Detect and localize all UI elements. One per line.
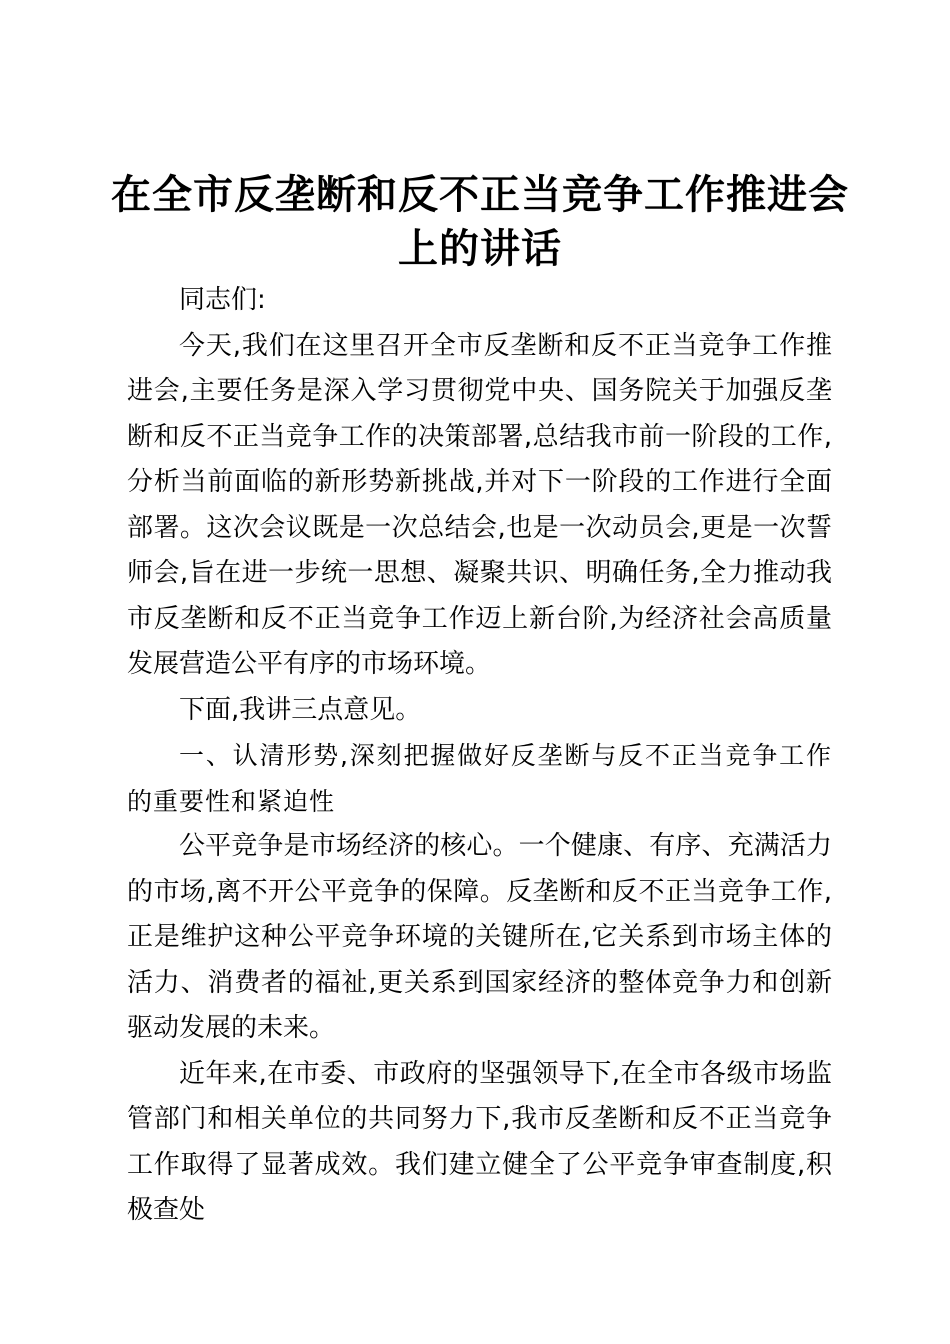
paragraph-opening: 今天,我们在这里召开全市反垄断和反不正当竞争工作推进会,主要任务是深入学习贯彻党中央、国务院关于加强反垄断和反不正当竞争工作的决策部署,总结我市前一阶段的工作,分析当前面临的新形势新挑战,并对下一阶段的工作进行全面部署。这次会议既是一次总结会,也是一次动员会,更是一次誓师会,旨在进一步统一思想、凝聚共识、明确任务,全力推动我市反垄断和反不正当竞争工作迈上新台阶,为经济社会高质量发展营造公平有序的市场环境。 <box>127 330 832 679</box>
document-body <box>127 278 832 1234</box>
paragraph-fair-competition: 公平竞争是市场经济的核心。一个健康、有序、充满活力的市场,离不开公平竞争的保障。反垄断和反不正当竞争工作,正是维护这种公平竞争环境的关键所在,它关系到市场主体的活力、消费者的福祉,更关系到国家经济的整体竞争力和创新驱动发展的未来。 <box>127 831 832 1043</box>
section-heading-1: 一、认清形势,深刻把握做好反垄断与反不正当竞争工作的重要性和紧迫性 <box>127 741 832 816</box>
paragraph-achievements: 近年来,在市委、市政府的坚强领导下,在全市各级市场监管部门和相关单位的共同努力下,我市反垄断和反不正当竞争工作取得了显著成效。我们建立健全了公平竞争审查制度,积极查处 <box>127 1058 832 1225</box>
document-title: 在全市反垄断和反不正当竞争工作推进会上的讲话 <box>111 172 849 272</box>
salutation: 同志们: <box>179 285 266 315</box>
paragraph-outline: 下面,我讲三点意见。 <box>179 694 422 725</box>
